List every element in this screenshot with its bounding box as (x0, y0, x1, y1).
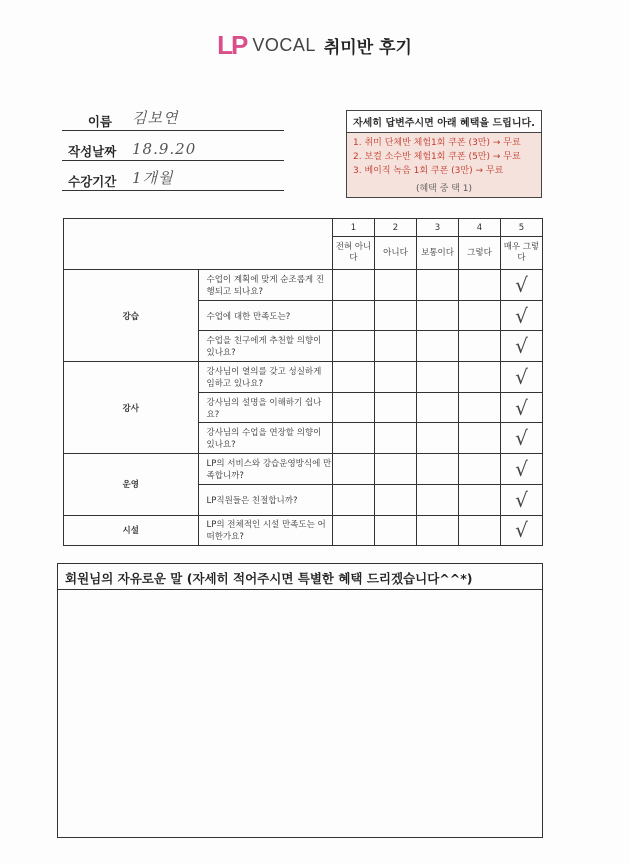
rating-cell-5[interactable] (501, 392, 543, 423)
scale-label: 전혀 아니다 (333, 237, 375, 270)
rating-cell-2[interactable] (375, 362, 417, 393)
scale-label: 아니다 (375, 237, 417, 270)
rating-cell-4[interactable] (459, 484, 501, 515)
question-text: 수업을 친구에게 추천할 의향이 있나요? (198, 331, 333, 362)
page-title: 취미반 후기 (323, 38, 412, 58)
rating-cell-5[interactable] (501, 270, 543, 301)
rating-cell-1[interactable] (333, 515, 375, 546)
rating-cell-3[interactable] (417, 454, 459, 485)
name-field[interactable] (62, 105, 284, 131)
question-text: 강사님의 수업을 연장할 의향이 있나요? (198, 423, 333, 454)
logo-text: LP (217, 30, 247, 60)
rating-cell-2[interactable] (375, 484, 417, 515)
rating-cell-5[interactable] (501, 515, 543, 546)
rating-cell-5[interactable] (501, 454, 543, 485)
benefit-item: 1. 취미 단체반 체험1회 쿠폰 (3만) → 무료 (353, 138, 521, 148)
rating-cell-4[interactable] (459, 392, 501, 423)
rating-cell-3[interactable] (417, 423, 459, 454)
rating-cell-3[interactable] (417, 270, 459, 301)
rating-cell-1[interactable] (333, 484, 375, 515)
check-mark-icon: √ (515, 426, 528, 451)
question-text: 수업에 대한 만족도는? (198, 300, 333, 331)
info-fields (62, 105, 284, 195)
category-cell: 강습 (64, 270, 199, 362)
survey-row (64, 362, 543, 393)
rating-cell-2[interactable] (375, 270, 417, 301)
rating-cell-2[interactable] (375, 331, 417, 362)
scale-number: 4 (459, 219, 501, 237)
rating-cell-2[interactable] (375, 300, 417, 331)
rating-cell-5[interactable] (501, 484, 543, 515)
scale-label: 보통이다 (417, 237, 459, 270)
question-text: 강사님의 설명을 이해하기 쉽나요? (198, 392, 333, 423)
rating-cell-2[interactable] (375, 392, 417, 423)
table-corner (64, 219, 333, 270)
scale-number: 2 (375, 219, 417, 237)
question-text: LP의 전체적인 시설 만족도는 어떠한가요? (198, 515, 333, 546)
scale-number: 1 (333, 219, 375, 237)
period-value: 1개월 (132, 169, 174, 187)
rating-cell-4[interactable] (459, 362, 501, 393)
check-mark-icon: √ (515, 272, 528, 297)
rating-cell-1[interactable] (333, 270, 375, 301)
question-text: 강사님이 열의를 갖고 성실하게 임하고 있나요? (198, 362, 333, 393)
category-cell: 운영 (64, 454, 199, 515)
benefit-note: (혜택 중 택 1) (415, 184, 473, 194)
brand-name: VOCAL (252, 35, 316, 55)
rating-cell-3[interactable] (417, 362, 459, 393)
rating-cell-2[interactable] (375, 423, 417, 454)
benefit-heading: 자세히 답변주시면 아래 혜택을 드립니다. (347, 111, 541, 133)
rating-cell-4[interactable] (459, 300, 501, 331)
rating-cell-1[interactable] (333, 392, 375, 423)
check-mark-icon: √ (515, 487, 528, 512)
scale-number: 3 (417, 219, 459, 237)
rating-cell-1[interactable] (333, 300, 375, 331)
survey-row (64, 270, 543, 301)
lp-logo-icon (217, 30, 246, 61)
scale-number-row (64, 219, 543, 237)
rating-cell-5[interactable] (501, 423, 543, 454)
comment-title: 회원님의 자유로운 말 (자세히 적어주시면 특별한 혜택 드리겠습니다^^*) (58, 564, 542, 590)
rating-cell-3[interactable] (417, 331, 459, 362)
rating-cell-5[interactable] (501, 300, 543, 331)
question-text: LP직원들은 친절합니까? (198, 484, 333, 515)
check-mark-icon: √ (515, 303, 528, 328)
check-mark-icon: √ (515, 334, 528, 359)
name-value: 김보연 (132, 109, 179, 127)
question-text: 수업이 계획에 맞게 순조롭게 진행되고 되나요? (198, 270, 333, 301)
comment-box (57, 563, 543, 838)
period-label: 수강기간 (68, 174, 117, 189)
benefit-list (347, 133, 541, 181)
rating-cell-4[interactable] (459, 423, 501, 454)
rating-cell-4[interactable] (459, 331, 501, 362)
rating-cell-1[interactable] (333, 331, 375, 362)
scale-label: 그렇다 (459, 237, 501, 270)
header (0, 30, 629, 61)
rating-cell-3[interactable] (417, 515, 459, 546)
scale-number: 5 (501, 219, 543, 237)
period-field[interactable] (62, 165, 284, 191)
date-field[interactable] (62, 135, 284, 161)
rating-cell-4[interactable] (459, 515, 501, 546)
scale-label: 매우 그렇다 (501, 237, 543, 270)
question-text: LP의 서비스와 강습운영방식에 만족합니까? (198, 454, 333, 485)
name-label: 이름 (87, 114, 112, 129)
rating-cell-1[interactable] (333, 362, 375, 393)
rating-cell-3[interactable] (417, 484, 459, 515)
benefit-item: 3. 베이직 녹음 1회 쿠폰 (3만) → 무료 (353, 166, 504, 176)
benefit-box (346, 110, 542, 198)
rating-cell-4[interactable] (459, 270, 501, 301)
rating-cell-2[interactable] (375, 454, 417, 485)
rating-cell-2[interactable] (375, 515, 417, 546)
survey-row (64, 515, 543, 546)
date-value: 18.9.20 (132, 140, 197, 158)
category-cell: 강사 (64, 362, 199, 454)
check-mark-icon: √ (515, 518, 528, 543)
check-mark-icon: √ (515, 364, 528, 389)
date-label: 작성날짜 (68, 144, 117, 159)
category-cell: 시설 (64, 515, 199, 546)
rating-cell-1[interactable] (333, 454, 375, 485)
rating-cell-4[interactable] (459, 454, 501, 485)
rating-cell-1[interactable] (333, 423, 375, 454)
check-mark-icon: √ (515, 395, 528, 420)
survey-row (64, 454, 543, 485)
rating-cell-5[interactable] (501, 331, 543, 362)
benefit-item: 2. 보컬 소수반 체험1회 쿠폰 (5만) → 무료 (353, 152, 521, 162)
check-mark-icon: √ (515, 456, 528, 481)
rating-cell-5[interactable] (501, 362, 543, 393)
survey-table (63, 218, 543, 546)
rating-cell-3[interactable] (417, 300, 459, 331)
rating-cell-3[interactable] (417, 392, 459, 423)
